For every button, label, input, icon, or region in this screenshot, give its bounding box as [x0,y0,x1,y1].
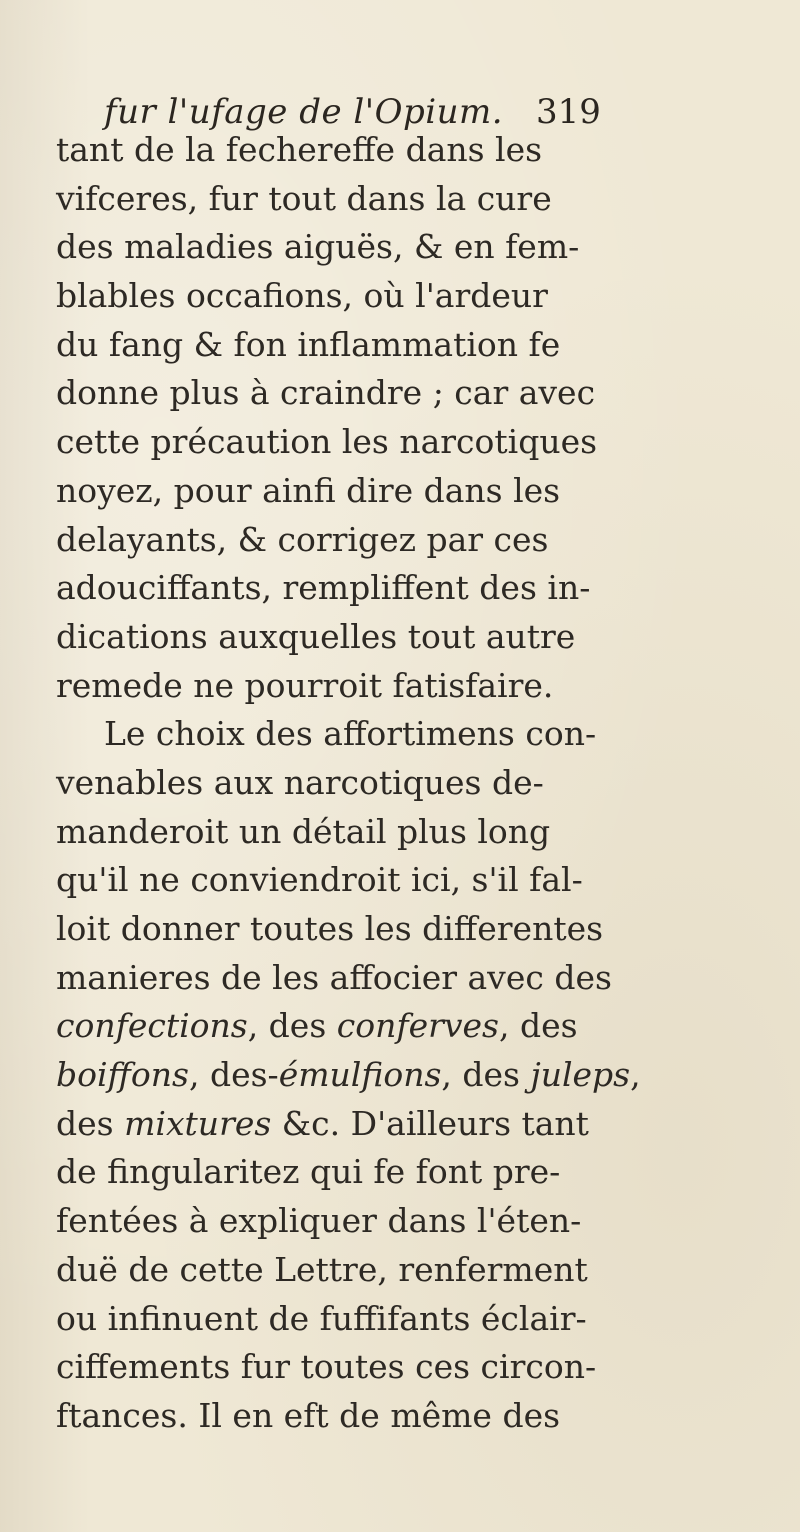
text-segment: duë de cette Lettre, renferment [56,1249,588,1289]
text-line [56,954,746,1003]
text-line [56,662,746,711]
text-segment: de fingularitez qui fe font pre- [56,1152,561,1192]
text-segment: noyez, pour ainfi dire dans les [56,470,561,510]
text-segment: vifceres, fur tout dans la cure [56,178,552,218]
text-line [56,516,746,565]
text-segment: dications auxquelles tout autre [56,616,576,656]
text-segment: manieres de les affocier avec des [56,957,612,997]
italic-term: émulfions [278,1055,442,1095]
text-segment: remede ne pourroit fatisfaire. [56,665,554,705]
text-line [56,1392,746,1441]
text-line [56,759,746,808]
text-line [56,856,746,905]
text-line [56,369,746,418]
text-segment: du fang & fon inflammation fe [56,324,561,364]
text-line [56,1002,746,1051]
body-text [56,126,746,1441]
text-line [56,321,746,370]
text-segment: , [630,1055,641,1095]
text-line [56,613,746,662]
text-segment: blables occafions, où l'ardeur [56,276,548,316]
text-segment: ftances. Il en eft de même des [56,1395,561,1435]
text-segment: loit donner toutes les differentes [56,909,604,948]
text-segment: donne plus à craindre ; car avec [56,373,596,413]
text-line [56,564,746,613]
text-line [56,126,746,175]
text-segment: , des [441,1055,531,1095]
italic-term: confections [56,1006,248,1046]
text-segment: fentées à expliquer dans l'éten- [56,1201,582,1241]
italic-term: boiffons [56,1055,189,1095]
text-segment: , des [499,1006,578,1046]
text-line [56,418,746,467]
text-line [56,905,746,954]
italic-term: juleps [530,1055,631,1095]
text-segment: qu'il ne conviendroit ici, s'il fal- [56,860,583,900]
text-segment: cette précaution les narcotiques [56,422,598,462]
text-segment: , des [247,1006,337,1046]
text-line [56,1197,746,1246]
text-segment: &c. D'ailleurs tant [271,1103,589,1143]
text-segment: venables aux narcotiques de- [56,762,544,802]
text-line [56,808,746,857]
paragraph-first-line [56,710,746,759]
text-segment: tant de la fechereffe dans les [56,130,543,169]
text-segment: , des- [188,1055,279,1095]
text-line [56,1051,746,1100]
text-segment: ou infinuent de fuffifants éclair- [56,1298,587,1338]
text-line [56,175,746,224]
text-segment: ciffements fur toutes ces circon- [56,1347,597,1387]
italic-term: conferves [336,1006,499,1046]
text-line [56,1148,746,1197]
text-line [56,1246,746,1295]
text-line [56,272,746,321]
page-number: 319 [536,92,601,132]
text-line [56,1295,746,1344]
running-head-title: fur l'ufage de l'Opium. [104,92,504,132]
text-line [56,1100,746,1149]
text-segment: manderoit un détail plus long [56,811,551,851]
italic-term: mixtures [124,1103,272,1143]
text-line [56,467,746,516]
text-segment: des maladies aiguës, & en fem- [56,227,580,267]
text-segment: Le choix des affortimens con- [104,714,597,754]
text-segment: adouciffants, rempliffent des in- [56,568,591,608]
text-segment: des [56,1103,125,1143]
text-line [56,223,746,272]
text-segment: delayants, & corrigez par ces [56,519,549,559]
text-line [56,1343,746,1392]
